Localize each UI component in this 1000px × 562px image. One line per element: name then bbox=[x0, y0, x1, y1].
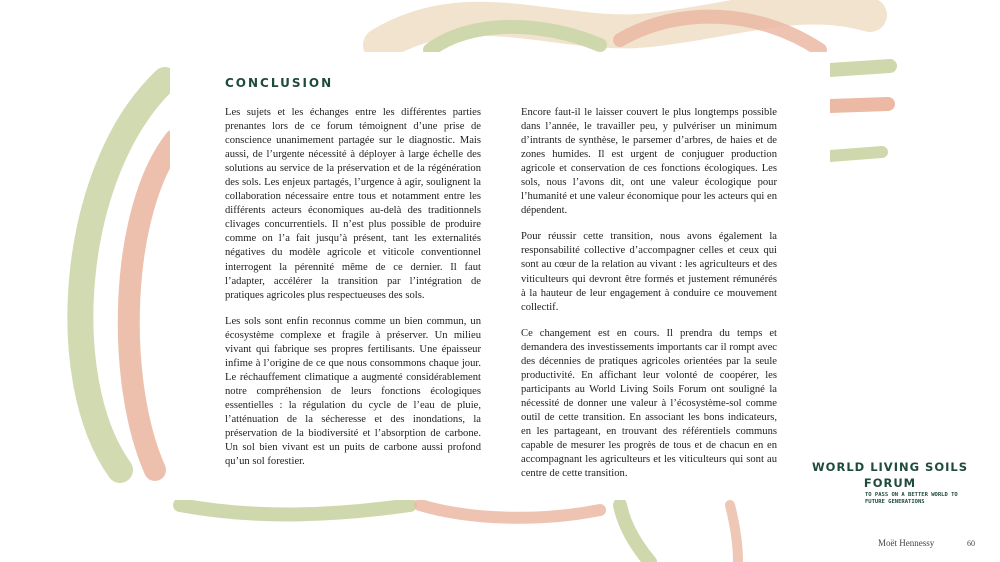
logo-title: WORLD LIVING SOILS bbox=[812, 460, 968, 474]
paragraph: Les sujets et les échanges entre les différentes parties prenantes lors de ce forum témoignent d’une prise de conscience unanimement partagée sur le diagnostic. Mais aussi, de l’urgente nécessité à déployer à large échelle des solutions au service de la préservation et de la régénération des sols. Les enjeux partagés, l’urgence à agir, soulignent la collaboration nécessaire entre tous et notamment entre les différents acteurs économiques au-delà des traditionnels clivages concurrentiels. Il n’est plus possible de produire comme on l’a fait jusqu’à présent, tant les externalités négatives du modèle agricole et viticole conventionnel interrogent la pérennité même de ce dernier. Il faut l’adapter, accélérer la transition par l’intégration de pratiques agricoles plus respectueuses des sols. bbox=[225, 107, 481, 301]
pink-arc-stroke bbox=[129, 140, 175, 470]
pink-bottom-stroke bbox=[420, 505, 600, 518]
paragraph: Encore faut-il le laisser couvert le plus longtemps possible dans l’année, le travailler peu, y pulvériser un minimum d’intrants de synthèse, le parsemer d’arbres, de haies et de zones humides. Il est urgent de conjuguer production agricole et conservation de ces fonctions écologiques. Les sols, nous l’avons dit, ont une valeur écologique pour l’humanité et une valeur économique pour les acteurs qui en dépendent. bbox=[521, 107, 777, 217]
logo-tagline: TO PASS ON A BETTER WORLD TO FUTURE GENERATIONS bbox=[865, 492, 958, 505]
green-right-dash bbox=[830, 66, 890, 70]
paragraph: Ce changement est en cours. Il prendra du temps et demandera des investissements importants car il rompt avec des décennies de pratiques agricoles orientées par la seule productivité. En affichant leur volonté de coopérer, les participants au World Living Soils Forum ont souligné la nécessité de donner une valeur à l’écosystème-sol comme outil de cette transition. En associant les bons indicateurs, en les partageant, en trouvant des référentiels communs capable de mesurer les progrès de tous et de chacun en en accompagnant les agriculteurs et les viticulteurs qui sont au centre de cette transition. bbox=[521, 327, 777, 480]
pink-bottom-arc bbox=[730, 505, 738, 562]
green-top-stroke bbox=[430, 27, 600, 50]
pink-right-dash bbox=[830, 104, 888, 106]
paragraph: Les sols sont enfin reconnus comme un bien commun, un écosystème complexe et fragile à préserver. Un milieu vivant qui fabrique ses propres fertilisants. Une épaisseur infime à l’origine de ce que nous consommons chaque jour. Le réchauffement climatique a augmenté considérablement notre compréhension de leurs fonctions écologiques essentielles : la régulation du cycle de l’eau de pluie, l’atténuation de la sécheresse et des inondations, la préservation de la biodiversité et l’absorption de carbone. Un sol bien vivant est un puits de carbone aussi profond qu’un sol forestier. bbox=[225, 315, 481, 468]
page-number: 60 bbox=[967, 539, 975, 548]
section-heading: CONCLUSION bbox=[225, 76, 334, 90]
world-living-soils-logo bbox=[810, 460, 970, 490]
right-column bbox=[521, 106, 777, 493]
footer-brand: Moët Hennessy bbox=[878, 538, 935, 548]
green-bottom-stroke bbox=[180, 505, 410, 514]
left-column bbox=[225, 106, 481, 481]
green-right-dash-2 bbox=[830, 152, 882, 156]
logo-subtitle: FORUM bbox=[863, 476, 917, 490]
paragraph: Pour réussir cette transition, nous avons également la responsabilité collective d’accompagner celles et ceux qui sont au cœur de la relation au vivant : les agriculteurs et des viticulteurs qui devront être formés et justement rémunérés à la hauteur de leur engagement à conduire ce mouvement collectif. bbox=[521, 231, 777, 313]
green-bottom-arc bbox=[620, 505, 650, 562]
